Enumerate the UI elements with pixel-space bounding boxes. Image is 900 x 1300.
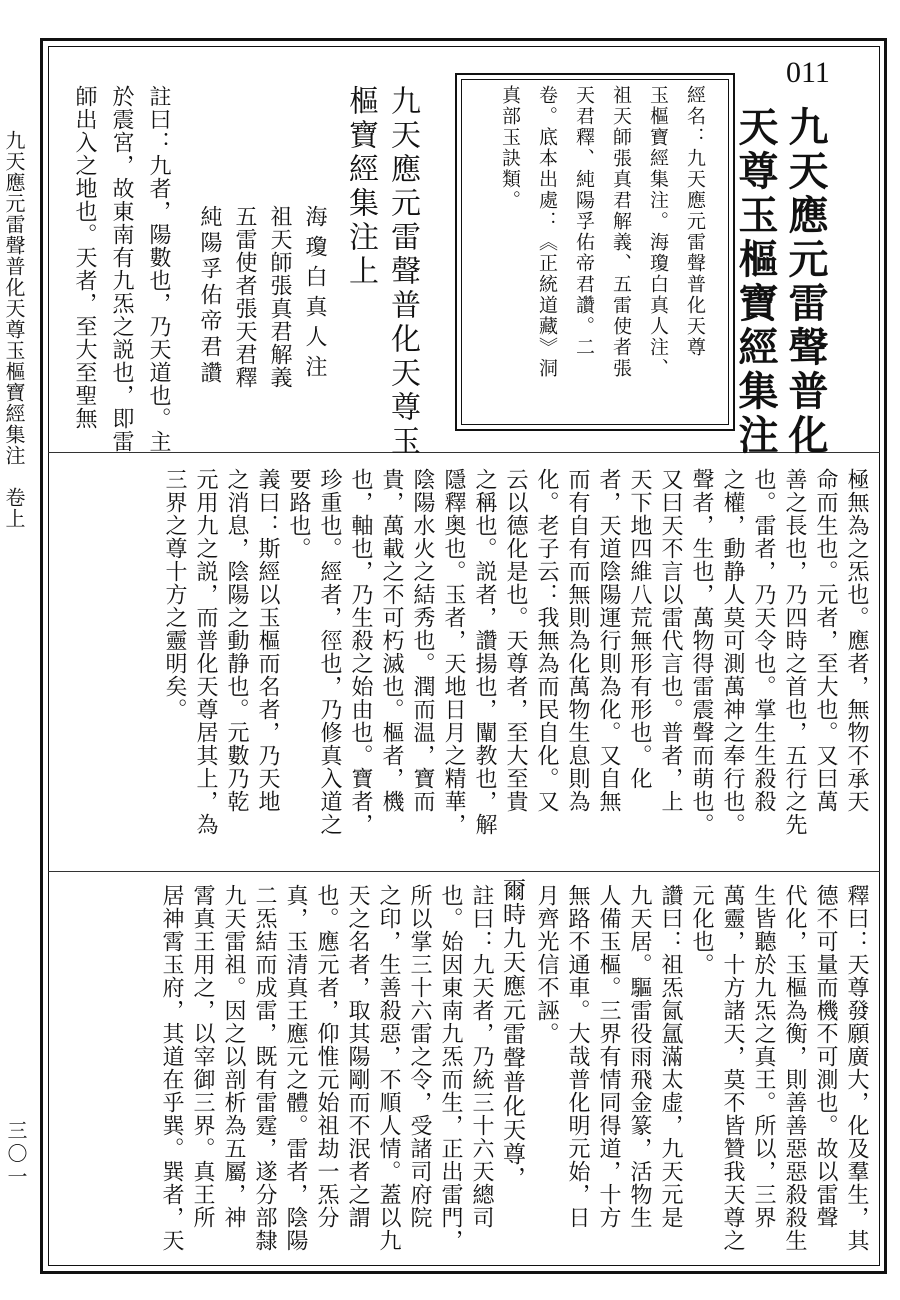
info-box-line: 真部玉訣類。 (499, 85, 521, 211)
text-line: 無路不通車。大哉普化明元始，日 (565, 884, 590, 1229)
text-line: 於震宮，故東南有九炁之説也，即雷 (109, 85, 134, 453)
text-line: 釋曰：天尊發願廣大，化及羣生，其 (844, 884, 869, 1252)
scripture-verse: 爾時九天應元雷聲普化天尊， (499, 878, 525, 1190)
text-line: 天下地四維八荒無形有形也。化 (627, 468, 652, 790)
text-line: 隱釋奥也。玉者，天地日月之精華， (441, 468, 466, 836)
text-line: 極無為之炁也。應者，無物不承天 (844, 468, 869, 813)
info-box-line: 祖天師張真君解義、五雷使者張 (610, 85, 632, 379)
text-line: 代化，玉樞為衡，則善善惡惡殺殺生 (782, 884, 807, 1252)
text-line: 註曰：九者，陽數也，乃天道也。主 (146, 85, 171, 453)
text-line: 天之名者，取其陽剛而不泯者之謂 (345, 884, 370, 1229)
text-line: 云以德化是也。天尊者，至大至貴 (503, 468, 528, 813)
text-line: 讚曰：祖炁氤氲滿太虚，九天元是 (658, 884, 683, 1229)
text-line: 之權，動静人莫可測萬神之奉行也。 (720, 468, 745, 836)
text-line: 又曰天不言以雷代言也。普者，上 (658, 468, 683, 813)
text-line: 之印，生善殺惡，不順人情。蓋以九 (376, 884, 401, 1252)
info-box-line: 玉樞寶經集注。海瓊白真人注、 (647, 85, 669, 379)
entry-title-line-2: 天尊玉樞寶經集注 (732, 106, 779, 458)
scripture-title-line-1: 九天應元雷聲普化天尊玉 (385, 85, 420, 459)
entry-number: 011 (786, 56, 830, 89)
text-line: 元用九之説，而普化天尊居其上，為 (193, 468, 218, 836)
section-divider (48, 871, 880, 872)
text-line: 三界之尊十方之靈明矣。 (162, 468, 187, 721)
text-line: 者，天道陰陽運行則為化。又自無 (596, 468, 621, 813)
author-credit: 純陽孚佑帝君讚 (197, 205, 222, 387)
scripture-title-line-2: 樞寶經集注上 (343, 85, 378, 289)
text-line: 義曰：斯經以玉樞而名者，乃天地 (255, 468, 280, 813)
text-line: 也。始因東南九炁而生，正出雷門， (438, 884, 463, 1252)
text-line: 人備玉樞。三界有情同得道，十方 (596, 884, 621, 1229)
text-line: 聲者，生也，萬物得雷震聲而萌也。 (689, 468, 714, 836)
text-line: 萬靈，十方諸天，莫不皆贊我天尊之 (720, 884, 745, 1252)
text-line: 德不可量而機不可測也。故以雷聲 (813, 884, 838, 1229)
text-line: 師出入之地也。天者，至大至聖無 (72, 85, 97, 430)
info-box-line: 卷。底本出處：《正統道藏》洞 (536, 85, 558, 379)
entry-title-line-1: 九天應元雷聲普化 (782, 106, 829, 458)
text-line: 貴，萬載之不可朽滅也。樞者，機 (379, 468, 404, 813)
text-line: 所以掌三十六雷之令，受諸司府院 (407, 884, 432, 1229)
page-number: 三〇一 (4, 1120, 28, 1189)
text-line: 居神霄玉府，其道在乎巽。巽者，天 (159, 884, 184, 1252)
text-line: 善之長也，乃四時之首也，五行之先 (782, 468, 807, 836)
author-credit: 五雷使者張天君釋 (232, 205, 257, 389)
text-line: 之消息，陰陽之動静也。元數乃乾 (224, 468, 249, 813)
running-header: 九天應元雷聲普化天尊玉樞寶經集注 卷上 (2, 130, 26, 529)
text-line: 珍重也。經者，徑也，乃修真入道之 (317, 468, 342, 836)
info-box-line: 經名：九天應元雷聲普化天尊 (684, 85, 706, 358)
text-line: 要路也。 (286, 468, 311, 560)
text-line: 九天居。驅雷役雨飛金篆，活物生 (627, 884, 652, 1229)
text-line: 生皆聽於九炁之真王。所以，三界 (751, 884, 776, 1229)
text-line: 霄真王用之，以宰御三界。真王所 (190, 884, 215, 1229)
text-line: 之稱也。説者，讚揚也，闡教也，解 (472, 468, 497, 836)
author-credit: 祖天師張真君解義 (267, 205, 292, 389)
text-line: 也。應元者，仰惟元始祖劫一炁分 (314, 884, 339, 1229)
text-line: 元化也。 (689, 884, 714, 976)
text-line: 而有自有而無則為化萬物生息則為 (565, 468, 590, 813)
text-line: 真，玉清真王應元之體。雷者，陰陽 (283, 884, 308, 1252)
author-credit: 海瓊白真人注 (302, 205, 327, 385)
text-line: 二炁結而成雷，既有雷霆，遂分部隸 (252, 884, 277, 1252)
text-line: 九天雷祖。因之以剖析為五屬，神 (221, 884, 246, 1229)
text-line: 也，軸也，乃生殺之始由也。寶者， (348, 468, 373, 836)
text-line: 命而生也。元者，至大也。又曰萬 (813, 468, 838, 813)
text-line: 月齊光信不誣。 (534, 884, 559, 1045)
text-line: 陰陽水火之結秀也。潤而温，寶而 (410, 468, 435, 813)
text-line: 註曰：九天者，乃統三十六天總司 (469, 884, 494, 1229)
text-line: 也。雷者，乃天令也。掌生生殺殺 (751, 468, 776, 813)
text-line: 化。老子云：我無為而民自化。又 (534, 468, 559, 813)
info-box-line: 天君釋、純陽孚佑帝君讚。二 (573, 85, 595, 358)
